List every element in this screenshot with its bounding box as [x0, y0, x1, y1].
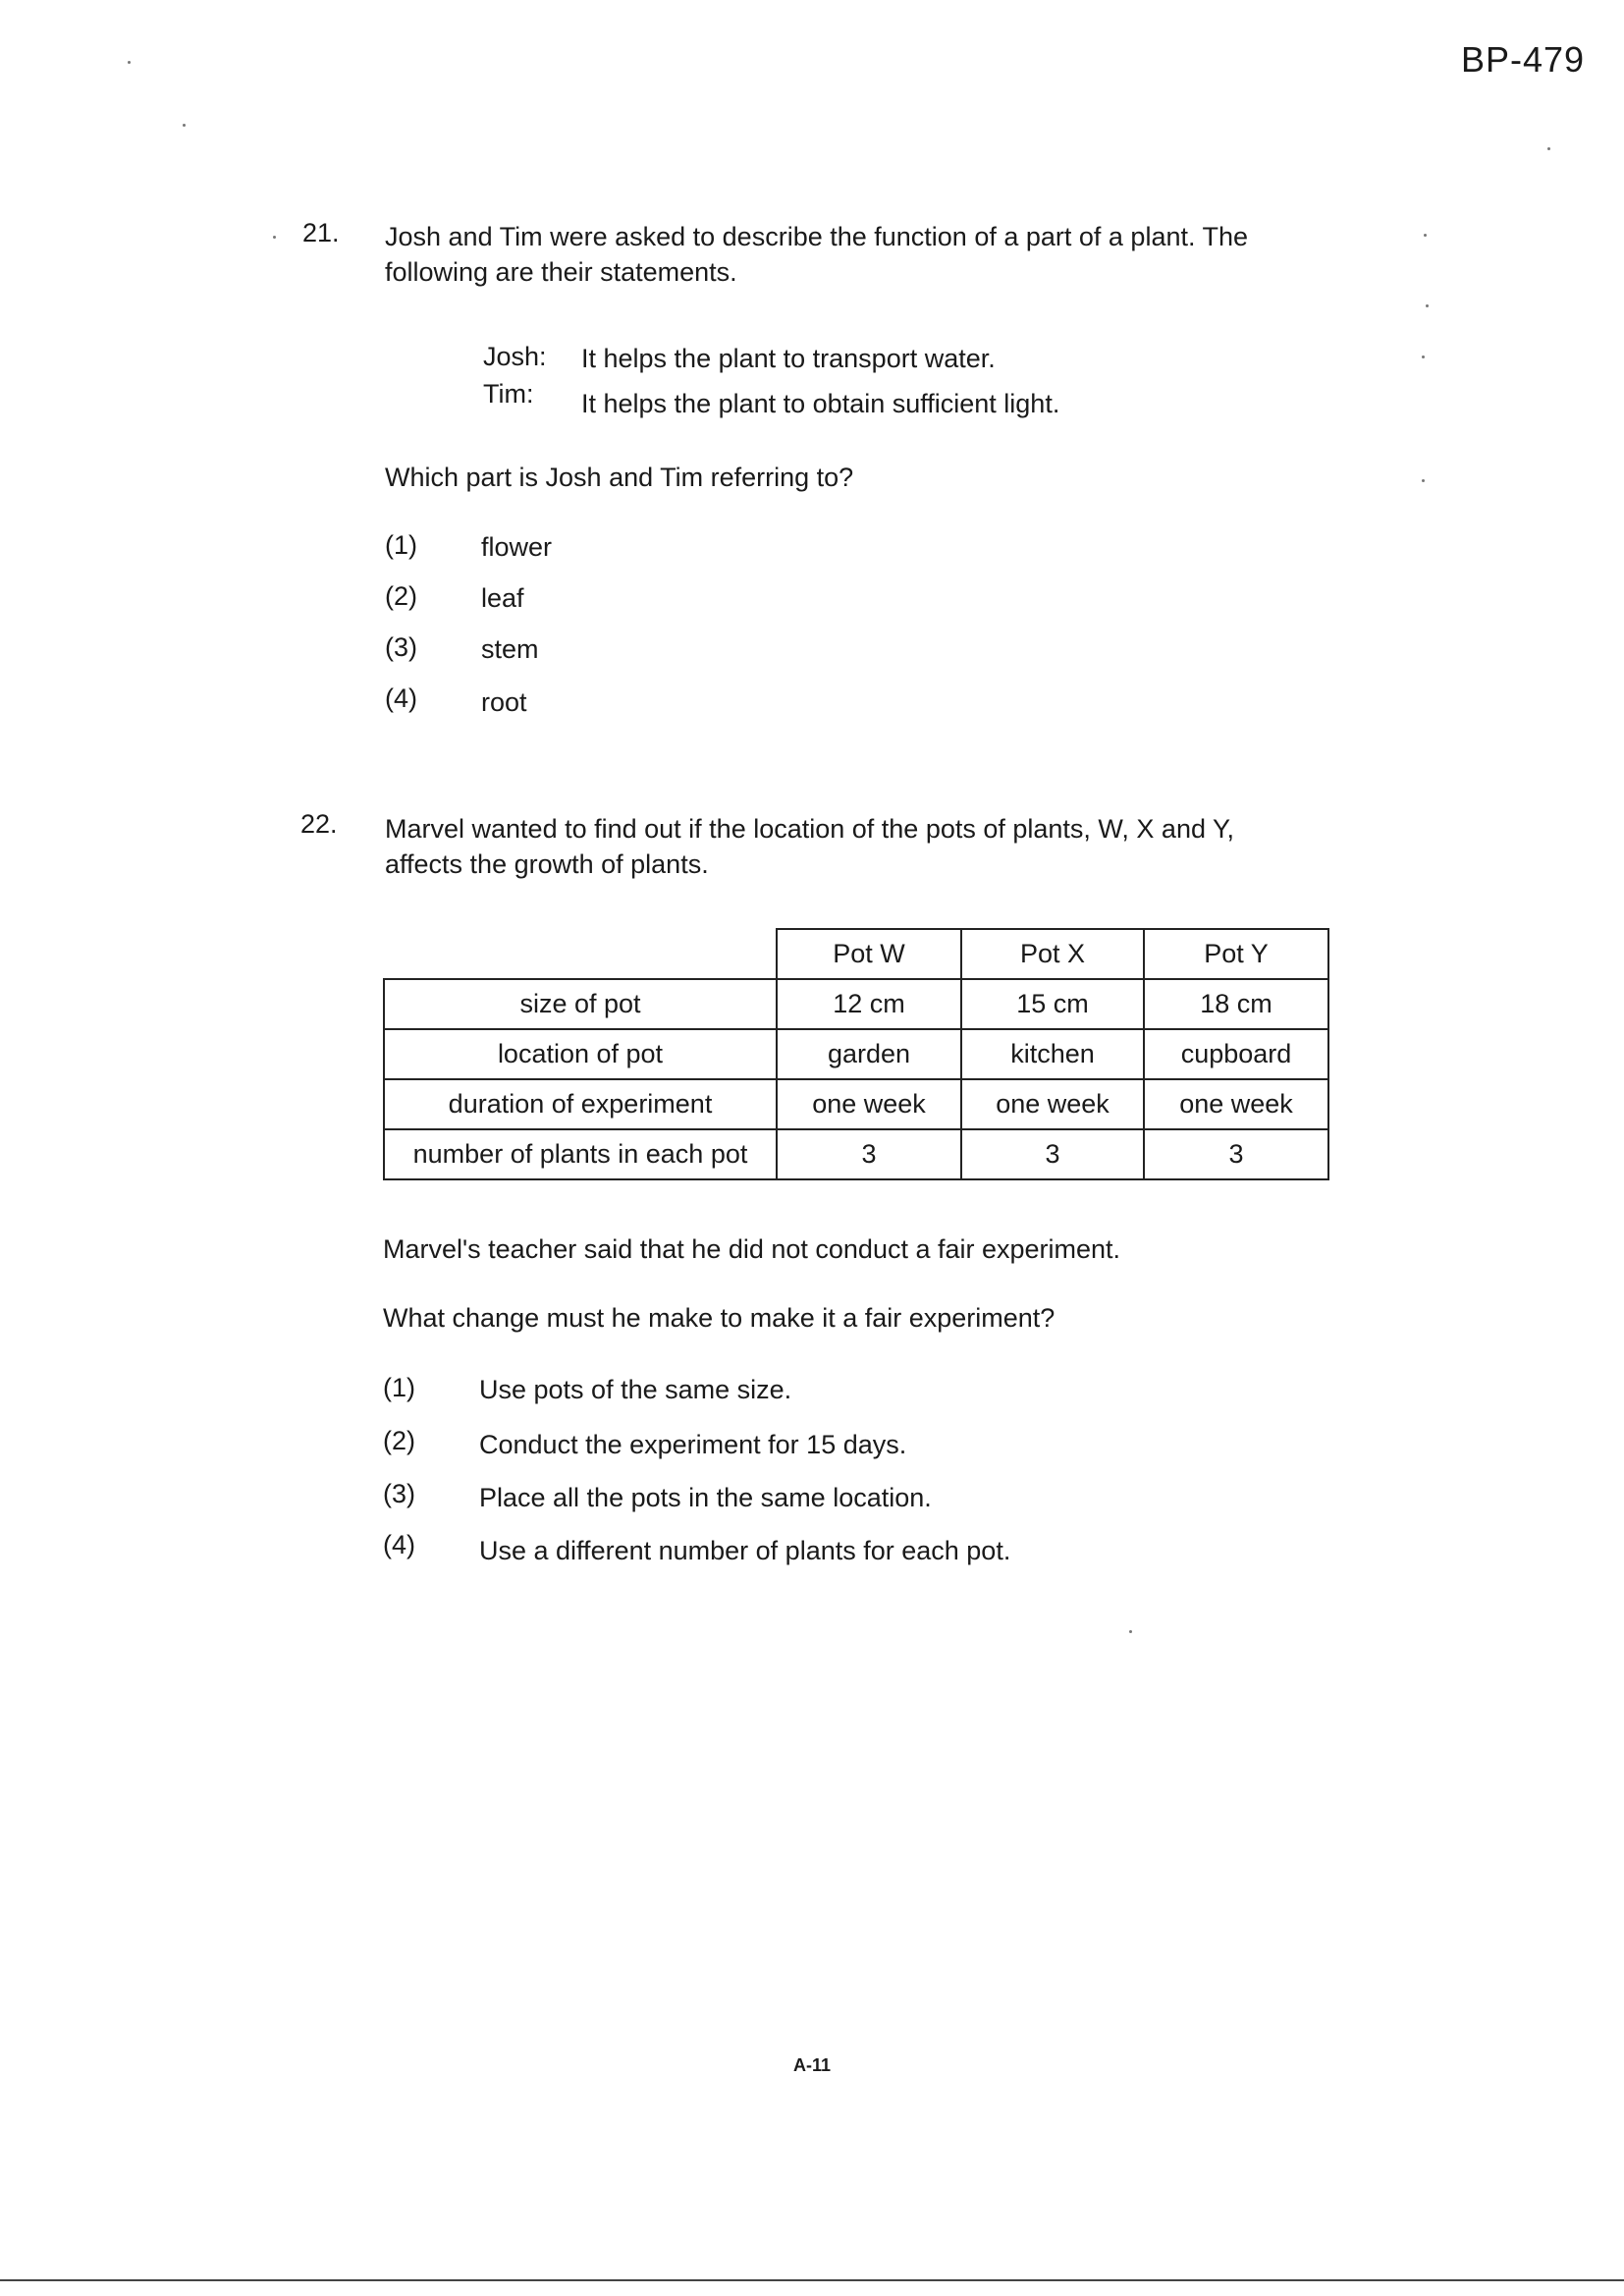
option-text: flower	[481, 532, 553, 562]
scan-speck	[1422, 479, 1425, 482]
table-cell: one week	[961, 1079, 1144, 1129]
experiment-table	[383, 928, 1329, 1180]
option-number: (3)	[385, 632, 417, 662]
table-cell: kitchen	[961, 1029, 1144, 1079]
option-text: Use a different number of plants for each pot.	[479, 1536, 1011, 1565]
scan-speck	[273, 236, 276, 239]
option-text: root	[481, 687, 527, 717]
table-header-cell: Pot X	[961, 929, 1144, 979]
scan-speck	[1129, 1630, 1132, 1633]
table-cell: one week	[777, 1079, 961, 1129]
table-cell: 3	[961, 1129, 1144, 1179]
question-text-line2: affects the growth of plants.	[385, 849, 709, 879]
option-text: Conduct the experiment for 15 days.	[479, 1430, 907, 1459]
option-text: Place all the pots in the same location.	[479, 1483, 932, 1512]
table-row	[384, 1129, 1328, 1179]
scan-speck	[128, 61, 131, 64]
question-prompt: Which part is Josh and Tim referring to?	[385, 463, 854, 492]
table-row-label: size of pot	[384, 979, 777, 1029]
scan-speck	[1422, 355, 1425, 358]
question-number: 22.	[300, 809, 338, 839]
table-cell: 12 cm	[777, 979, 961, 1029]
option-number: (1)	[383, 1373, 415, 1402]
table-corner	[384, 929, 777, 979]
option-number: (4)	[385, 683, 417, 713]
option-text: leaf	[481, 583, 524, 613]
scan-speck	[1426, 304, 1429, 307]
table-header-row	[384, 929, 1328, 979]
table-row	[384, 979, 1328, 1029]
scan-speck	[1547, 147, 1550, 150]
scan-speck	[1424, 234, 1427, 237]
statement-text-tim: It helps the plant to obtain sufficient light.	[581, 389, 1060, 418]
option-number: (3)	[383, 1479, 415, 1508]
table-cell: 3	[777, 1129, 961, 1179]
table-row	[384, 1079, 1328, 1129]
question-prompt: What change must he make to make it a fair experiment?	[383, 1303, 1056, 1333]
table-cell: 3	[1144, 1129, 1328, 1179]
table-row-label: duration of experiment	[384, 1079, 777, 1129]
table-cell: 15 cm	[961, 979, 1144, 1029]
question-text-line1: Josh and Tim were asked to describe the function of a part of a plant. The	[385, 222, 1249, 251]
option-text: Use pots of the same size.	[479, 1375, 792, 1404]
table-header-cell: Pot Y	[1144, 929, 1328, 979]
scan-speck	[183, 124, 186, 127]
table-row-label: number of plants in each pot	[384, 1129, 777, 1179]
table-header-cell: Pot W	[777, 929, 961, 979]
teacher-statement: Marvel's teacher said that he did not conduct a fair experiment.	[383, 1234, 1121, 1264]
table-cell: cupboard	[1144, 1029, 1328, 1079]
option-number: (2)	[385, 581, 417, 611]
statement-text-josh: It helps the plant to transport water.	[581, 344, 996, 373]
option-number: (2)	[383, 1426, 415, 1455]
bottom-scan-line	[0, 2279, 1624, 2281]
question-text-line1: Marvel wanted to find out if the location of the pots of plants, W, X and Y,	[385, 814, 1235, 844]
table-cell: one week	[1144, 1079, 1328, 1129]
table-row-label: location of pot	[384, 1029, 777, 1079]
page-code: BP-479	[1461, 39, 1586, 80]
statement-speaker-josh: Josh:	[483, 342, 547, 371]
question-number: 21.	[302, 218, 340, 247]
page-footer-label: A-11	[793, 2055, 832, 2075]
option-number: (1)	[385, 530, 417, 560]
question-text-line2: following are their statements.	[385, 257, 737, 287]
table-cell: 18 cm	[1144, 979, 1328, 1029]
statement-speaker-tim: Tim:	[483, 379, 534, 409]
table-cell: garden	[777, 1029, 961, 1079]
option-number: (4)	[383, 1530, 415, 1559]
option-text: stem	[481, 634, 539, 664]
table-row	[384, 1029, 1328, 1079]
